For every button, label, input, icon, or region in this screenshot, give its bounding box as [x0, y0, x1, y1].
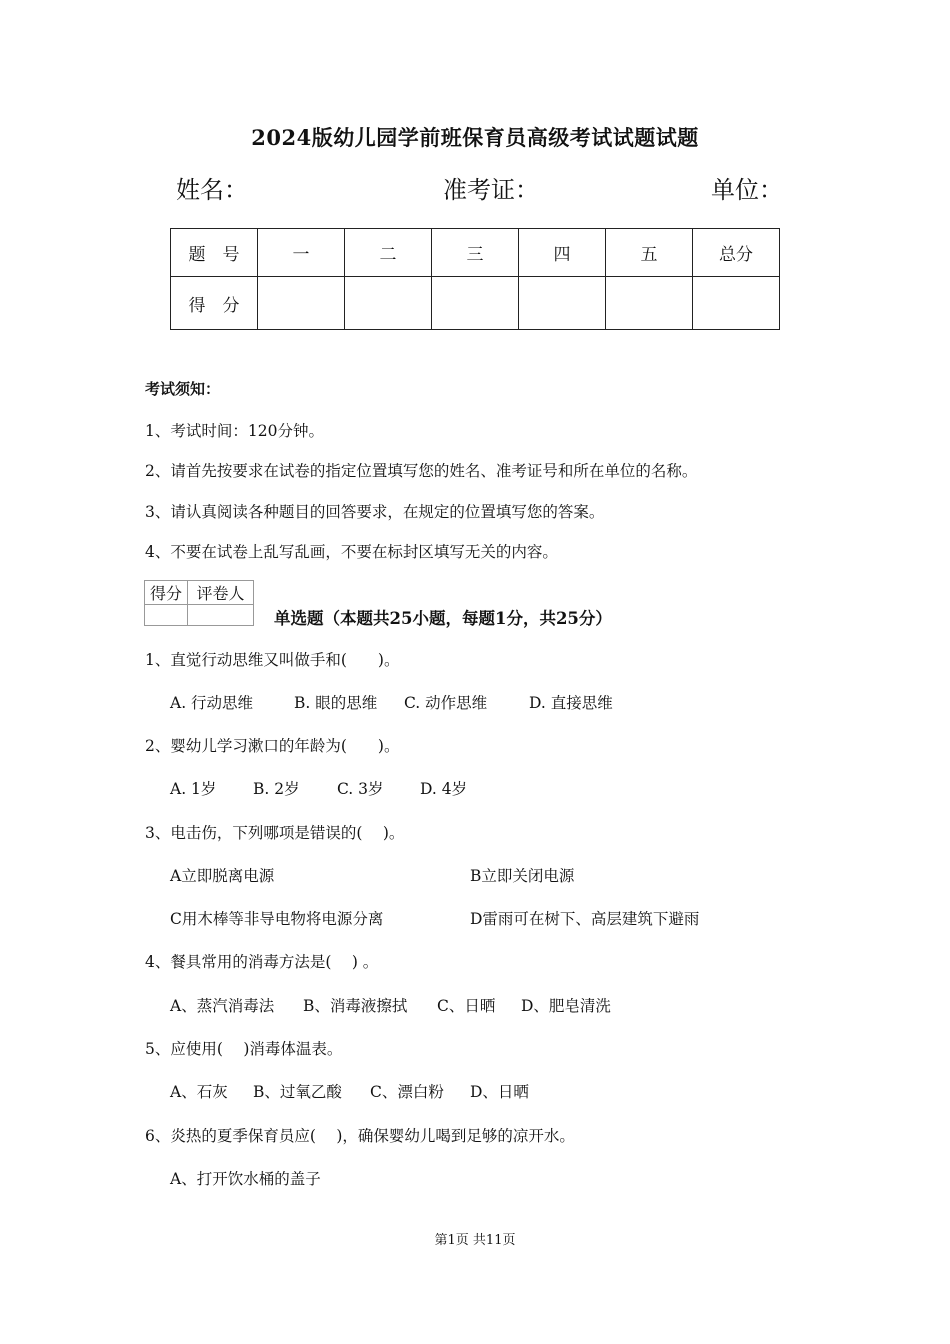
- score-table-header-label: 题 号: [171, 229, 258, 277]
- question-option: B. 2岁: [253, 780, 300, 798]
- notice-item: 1、考试时间：120分钟。: [145, 422, 324, 440]
- question-option: D. 4岁: [420, 780, 468, 798]
- unit-field-label: 单位：: [711, 176, 783, 204]
- score-table-header-2: 二: [345, 229, 432, 277]
- question-stem: 1、直觉行动思维又叫做手和( )。: [145, 651, 400, 669]
- question-stem: 4、餐具常用的消毒方法是( ) 。: [145, 953, 379, 971]
- name-field-label: 姓名：: [176, 176, 248, 204]
- notice-heading: 考试须知：: [145, 380, 221, 398]
- score-cell-5: [606, 277, 693, 330]
- question-option: B、过氧乙酸: [253, 1083, 342, 1101]
- score-table-header-total: 总分: [693, 229, 780, 277]
- page-title: 2024版幼儿园学前班保育员高级考试试题试题: [251, 125, 699, 150]
- score-cell-total: [693, 277, 780, 330]
- score-table-row-label: 得 分: [171, 277, 258, 330]
- score-cell-3: [432, 277, 519, 330]
- score-table-header-1: 一: [258, 229, 345, 277]
- grader-score-cell: [145, 605, 188, 626]
- question-option: A. 1岁: [170, 780, 217, 798]
- question-option: C、漂白粉: [370, 1083, 444, 1101]
- question-option: A立即脱离电源: [170, 867, 275, 885]
- score-table-header-3: 三: [432, 229, 519, 277]
- question-option: D、肥皂清洗: [521, 997, 611, 1015]
- score-cell-4: [519, 277, 606, 330]
- notice-item: 3、请认真阅读各种题目的回答要求，在规定的位置填写您的答案。: [145, 503, 605, 521]
- grader-name-label: 评卷人: [188, 581, 254, 605]
- notice-item: 2、请首先按要求在试卷的指定位置填写您的姓名、准考证号和所在单位的名称。: [145, 462, 698, 480]
- question-option: D、日晒: [470, 1083, 529, 1101]
- question-option: D. 直接思维: [529, 694, 613, 712]
- question-stem: 6、炎热的夏季保育员应( )，确保婴幼儿喝到足够的凉开水。: [145, 1127, 575, 1145]
- question-option: C. 3岁: [337, 780, 384, 798]
- question-option: B立即关闭电源: [470, 867, 575, 885]
- page-footer: 第1页 共11页: [434, 1233, 516, 1248]
- question-option: A、石灰: [170, 1083, 228, 1101]
- score-table-header-5: 五: [606, 229, 693, 277]
- score-table: [170, 228, 780, 330]
- question-option: A. 行动思维: [170, 694, 254, 712]
- question-option: B. 眼的思维: [294, 694, 378, 712]
- question-option: C、日晒: [437, 997, 496, 1015]
- grader-box: [144, 580, 254, 626]
- grader-name-cell: [188, 605, 254, 626]
- question-option: A、打开饮水桶的盖子: [170, 1170, 321, 1188]
- section-title: 单选题（本题共25小题，每题1分，共25分）: [274, 609, 612, 628]
- notice-item: 4、不要在试卷上乱写乱画，不要在标封区填写无关的内容。: [145, 543, 558, 561]
- score-table-header-4: 四: [519, 229, 606, 277]
- grader-score-label: 得分: [145, 581, 188, 605]
- question-option: B、消毒液擦拭: [303, 997, 408, 1015]
- question-option: A、蒸汽消毒法: [170, 997, 275, 1015]
- question-stem: 5、应使用( )消毒体温表。: [145, 1040, 343, 1058]
- score-cell-1: [258, 277, 345, 330]
- score-table-score-row: [171, 277, 780, 330]
- question-option: C. 动作思维: [404, 694, 488, 712]
- question-stem: 3、电击伤，下列哪项是错误的( )。: [145, 824, 405, 842]
- score-cell-2: [345, 277, 432, 330]
- question-stem: 2、婴幼儿学习漱口的年龄为( )。: [145, 737, 400, 755]
- question-option: C用木棒等非导电物将电源分离: [170, 910, 384, 928]
- score-table-header-row: [171, 229, 780, 277]
- exam-number-field-label: 准考证：: [443, 176, 539, 204]
- question-option: D雷雨可在树下、高层建筑下避雨: [470, 910, 700, 928]
